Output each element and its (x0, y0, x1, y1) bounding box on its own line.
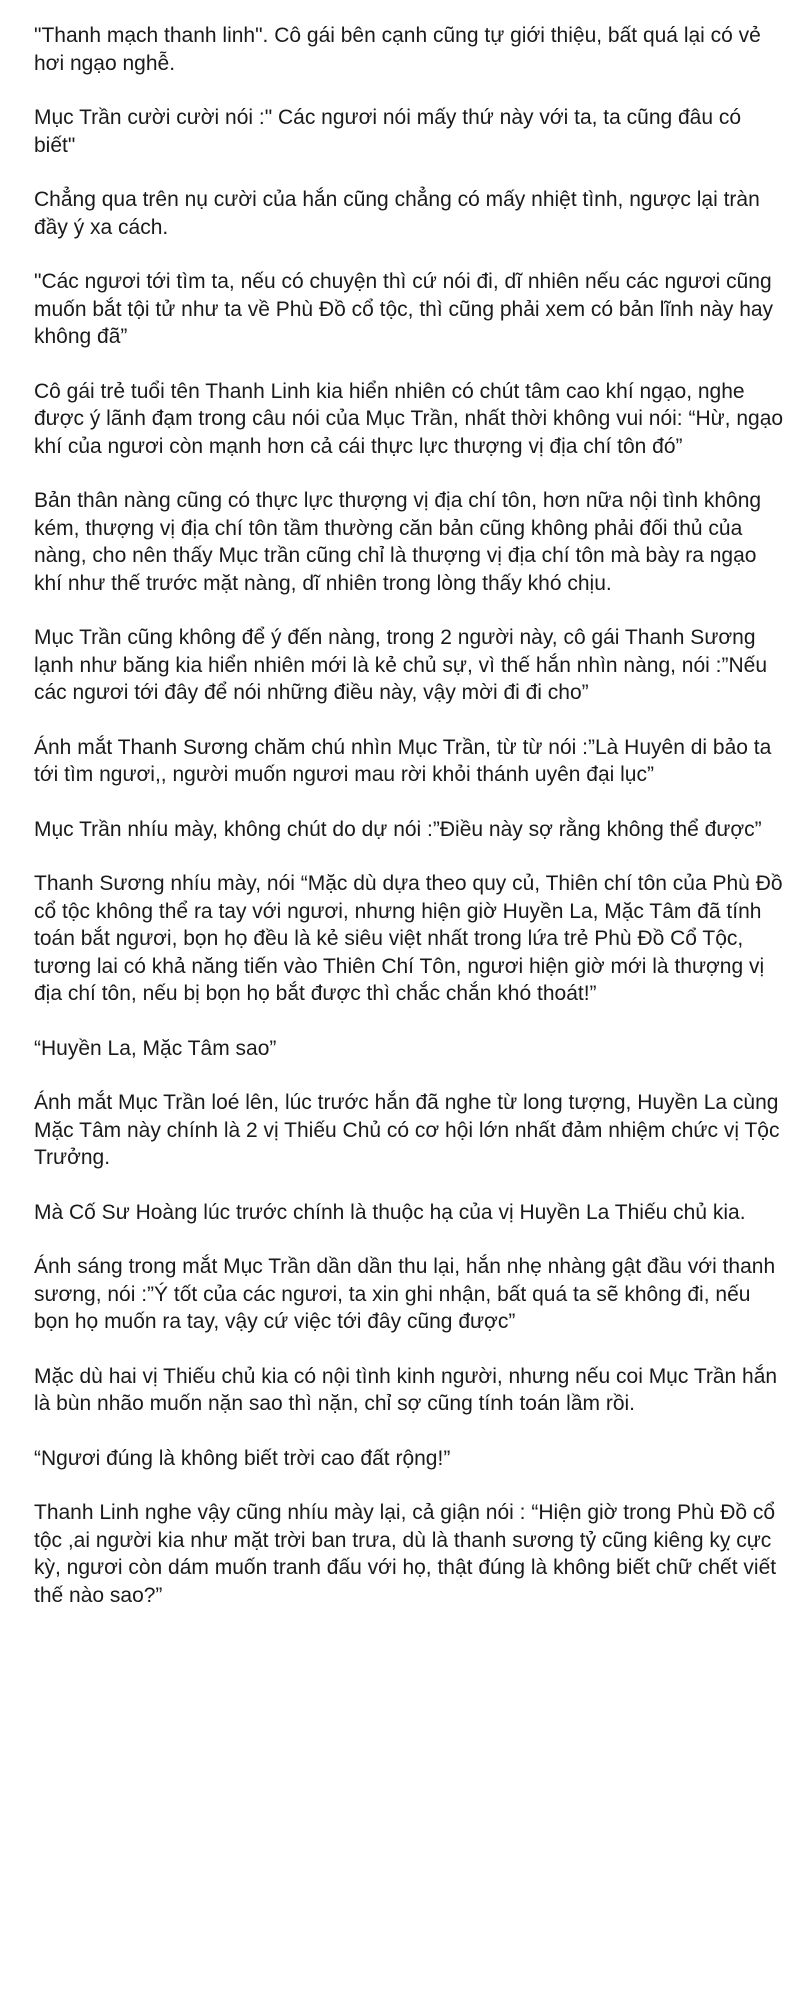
paragraph: Ánh mắt Thanh Sương chăm chú nhìn Mục Trần, từ từ nói :”Là Huyên di bảo ta tới tìm ngươi,, người muốn ngươi mau rời khỏi thánh uyên đại lục” (34, 735, 772, 786)
paragraph: “Ngươi đúng là không biết trời cao đất rộng!” (34, 1446, 451, 1470)
paragraph: "Thanh mạch thanh linh". Cô gái bên cạnh cũng tự giới thiệu, bất quá lại có vẻ hơi ngạo nghễ. (34, 24, 761, 75)
paragraph: Cô gái trẻ tuổi tên Thanh Linh kia hiển nhiên có chút tâm cao khí ngạo, nghe được ý lãnh đạm trong câu nói của Mục Trần, nhất thời không vui nói: “Hừ, ngạo khí của ngươi còn mạnh hơn cả cái thực lực thượng vị địa chí tôn đó” (34, 379, 784, 458)
paragraph: "Các ngươi tới tìm ta, nếu có chuyện thì cứ nói đi, dĩ nhiên nếu các ngươi cũng muốn bắt tội tử như ta về Phù Đồ cổ tộc, thì cũng phải xem có bản lĩnh này hay không đã” (34, 270, 774, 348)
paragraph: Mặc dù hai vị Thiếu chủ kia có nội tình kinh người, nhưng nếu coi Mục Trần hắn là bùn nhão muốn nặn sao thì nặn, chỉ sợ cũng tính toán lầm rồi. (34, 1364, 778, 1415)
paragraph: Chẳng qua trên nụ cười của hắn cũng chẳng có mấy nhiệt tình, ngược lại tràn đầy ý xa cách. (34, 188, 760, 239)
paragraph: Mục Trần cũng không để ý đến nàng, trong 2 người này, cô gái Thanh Sương lạnh như băng kia hiển nhiên mới là kẻ chủ sự, vì thế hắn nhìn nàng, nói :”Nếu các ngươi tới đây để nói những điều này, vậy mời đi đi cho” (34, 626, 768, 704)
paragraph: Thanh Linh nghe vậy cũng nhíu mày lại, cả giận nói : “Hiện giờ trong Phù Đồ cổ tộc ,ai người kia như mặt trời ban trưa, dù là thanh sương tỷ cũng kiêng kỵ cực kỳ, ngươi còn dám muốn tranh đấu với họ, thật đúng là không biết chữ chết viết thế nào sao?” (34, 1501, 777, 1607)
paragraph: Thanh Sương nhíu mày, nói “Mặc dù dựa theo quy củ, Thiên chí tôn của Phù Đồ cổ tộc không thể ra tay với ngươi, nhưng hiện giờ Huyền La, Mặc Tâm đã tính toán bắt ngươi, bọn họ đều là kẻ siêu việt nhất trong lứa trẻ Phù Đồ Cổ Tộc, tương lai có khả năng tiến vào Thiên Chí Tôn, ngươi hiện giờ mới là thượng vị địa chí tôn, nếu bị bọn họ bắt được thì chắc chắn khó thoát!” (34, 872, 783, 1005)
paragraph: Mục Trần cười cười nói :" Các ngươi nói mấy thứ này với ta, ta cũng đâu có biết" (34, 106, 742, 157)
paragraph: Bản thân nàng cũng có thực lực thượng vị địa chí tôn, hơn nữa nội tình không kém, thượng vị địa chí tôn tầm thường căn bản cũng không phải đối thủ của nàng, cho nên thấy Mục trần cũng chỉ là thượng vị địa chí tôn mà bày ra ngạo khí như thế trước mặt nàng, dĩ nhiên trong lòng thấy khó chịu. (34, 489, 762, 595)
paragraph: “Huyền La, Mặc Tâm sao” (34, 1036, 277, 1060)
paragraph: Ánh sáng trong mắt Mục Trần dần dần thu lại, hắn nhẹ nhàng gật đầu với thanh sương, nói :”Ý tốt của các ngươi, ta xin ghi nhận, bất quá ta sẽ không đi, nếu bọn họ muốn ra tay, vậy cứ việc tới đây cũng được” (34, 1255, 776, 1333)
paragraph: Ánh mắt Mục Trần loé lên, lúc trước hắn đã nghe từ long tượng, Huyền La cùng Mặc Tâm này chính là 2 vị Thiếu Chủ có cơ hội lớn nhất đảm nhiệm chức vị Tộc Trưởng. (34, 1091, 780, 1169)
paragraph: Mục Trần nhíu mày, không chút do dự nói :”Điều này sợ rằng không thể được” (34, 817, 762, 841)
story-text (34, 22, 786, 1636)
paragraph: Mà Cố Sư Hoàng lúc trước chính là thuộc hạ của vị Huyền La Thiếu chủ kia. (34, 1200, 746, 1224)
